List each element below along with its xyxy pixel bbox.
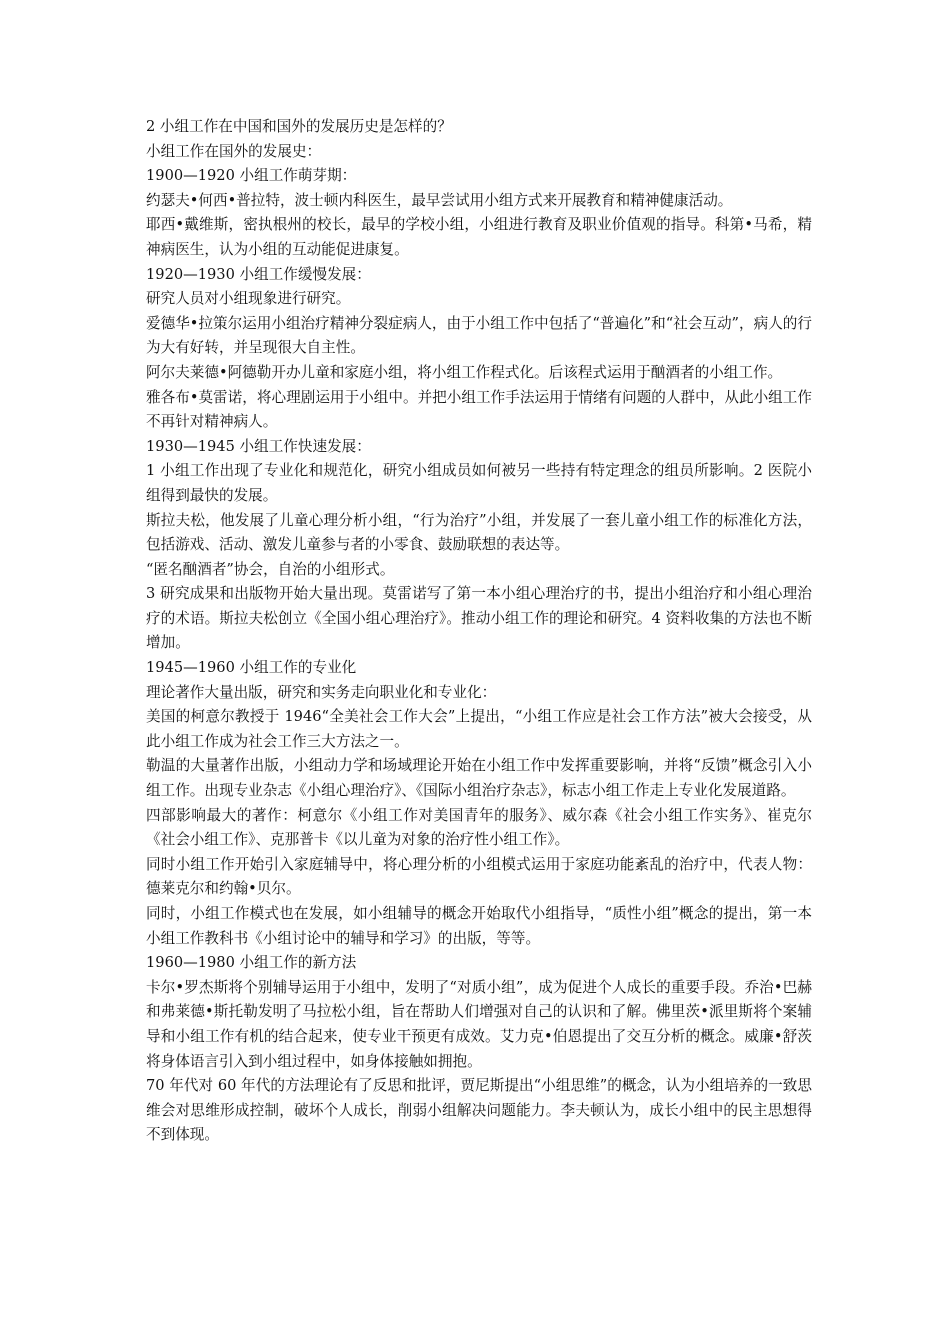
paragraph: 同时小组工作开始引入家庭辅导中，将心理分析的小组模式运用于家庭功能紊乱的治疗中，代表人物：德莱克尔和约翰•贝尔。 xyxy=(146,855,812,898)
paragraph: 耶西•戴维斯，密执根州的校长，最早的学校小组，小组进行教育及职业价值观的指导。科第•马希，精神病医生，认为小组的互动能促进康复。 xyxy=(146,216,812,258)
section-heading: 小组工作在国外的发展史： xyxy=(146,142,322,160)
period-heading: 1945—1960 小组工作的专业化 xyxy=(146,659,357,677)
paragraph: 勒温的大量著作出版，小组动力学和场域理论开始在小组工作中发挥重要影响，并将“反馈”概念引入小组工作。出现专业杂志《小组心理治疗》、《国际小组治疗杂志》，标志小组工作走上专业化发展道路。 xyxy=(146,757,812,800)
period-heading: 1930—1945 小组工作快速发展： xyxy=(146,437,371,455)
question-heading: 2 小组工作在中国和国外的发展历史是怎样的？ xyxy=(146,118,452,135)
paragraph: 约瑟夫•何西•普拉特，波士顿内科医生，最早尝试用小组方式来开展教育和精神健康活动。 xyxy=(146,191,733,209)
paragraph: 阿尔夫莱德•阿德勒开办儿童和家庭小组，将小组工作程式化。后该程式运用于酗酒者的小组工作。 xyxy=(146,363,783,381)
paragraph: 理论著作大量出版，研究和实务走向职业化和专业化： xyxy=(146,683,497,701)
paragraph: “匿名酗酒者”协会，自治的小组形式。 xyxy=(146,560,395,578)
period-heading: 1900—1920 小组工作萌芽期： xyxy=(146,167,357,185)
period-heading: 1960—1980 小组工作的新方法 xyxy=(146,954,357,972)
paragraph: 斯拉夫松，他发展了儿童心理分析小组，“行为治疗”小组，并发展了一套儿童小组工作的标准化方法，包括游戏、活动、激发儿童参与者的小零食、鼓励联想的表达等。 xyxy=(146,511,812,554)
paragraph: 爱德华•拉策尔运用小组治疗精神分裂症病人，由于小组工作中包括了“普遍化”和“社会互动”，病人的行为大有好转，并呈现很大自主性。 xyxy=(146,314,812,357)
paragraph: 四部影响最大的著作：柯意尔《小组工作对美国青年的服务》、威尔森《社会小组工作实务》、崔克尔《社会小组工作》、克那普卡《以儿童为对象的治疗性小组工作》。 xyxy=(146,806,812,849)
paragraph: 研究人员对小组现象进行研究。 xyxy=(146,290,351,308)
period-heading: 1920—1930 小组工作缓慢发展： xyxy=(146,265,371,283)
paragraph: 1 小组工作出现了专业化和规范化，研究小组成员如何被另一些持有特定理念的组员所影响。2 医院小组得到最快的发展。 xyxy=(146,462,812,504)
paragraph: 70 年代对 60 年代的方法理论有了反思和批评，贾尼斯提出“小组思维”的概念，认为小组培养的一致思维会对思维形成控制，破坏个人成长，削弱小组解决问题能力。李夫顿认为，成长小组中的民主思想得不到体现。 xyxy=(146,1077,812,1144)
paragraph: 美国的柯意尔教授于 1946“全美社会工作大会”上提出，“小组工作应是社会工作方法”被大会接受，从此小组工作成为社会工作三大方法之一。 xyxy=(146,708,812,750)
paragraph: 雅各布•莫雷诺，将心理剧运用于小组中。并把小组工作手法运用于情绪有问题的人群中，从此小组工作不再针对精神病人。 xyxy=(146,388,812,431)
paragraph: 卡尔•罗杰斯将个别辅导运用于小组中，发明了“对质小组”，成为促进个人成长的重要手段。乔治•巴赫和弗莱德•斯托勒发明了马拉松小组，旨在帮助人们增强对自己的认识和了解。佛里茨•派里斯将个案辅导和小组工作有机的结合起来，使专业干预更有成效。艾力克•伯恩提出了交互分析的概念。威廉•舒茨将身体语言引入到小组过程中，如身体接触如拥抱。 xyxy=(146,978,812,1070)
paragraph: 同时，小组工作模式也在发展，如小组辅导的概念开始取代小组指导，“质性小组”概念的提出，第一本小组工作教科书《小组讨论中的辅导和学习》的出版，等等。 xyxy=(146,905,812,947)
document-body xyxy=(146,115,812,1148)
paragraph: 3 研究成果和出版物开始大量出现。莫雷诺写了第一本小组心理治疗的书，提出小组治疗和小组心理治疗的术语。斯拉夫松创立《全国小组心理治疗》。推动小组工作的理论和研究。4 资料收集的方法也不断增加。 xyxy=(146,585,812,652)
